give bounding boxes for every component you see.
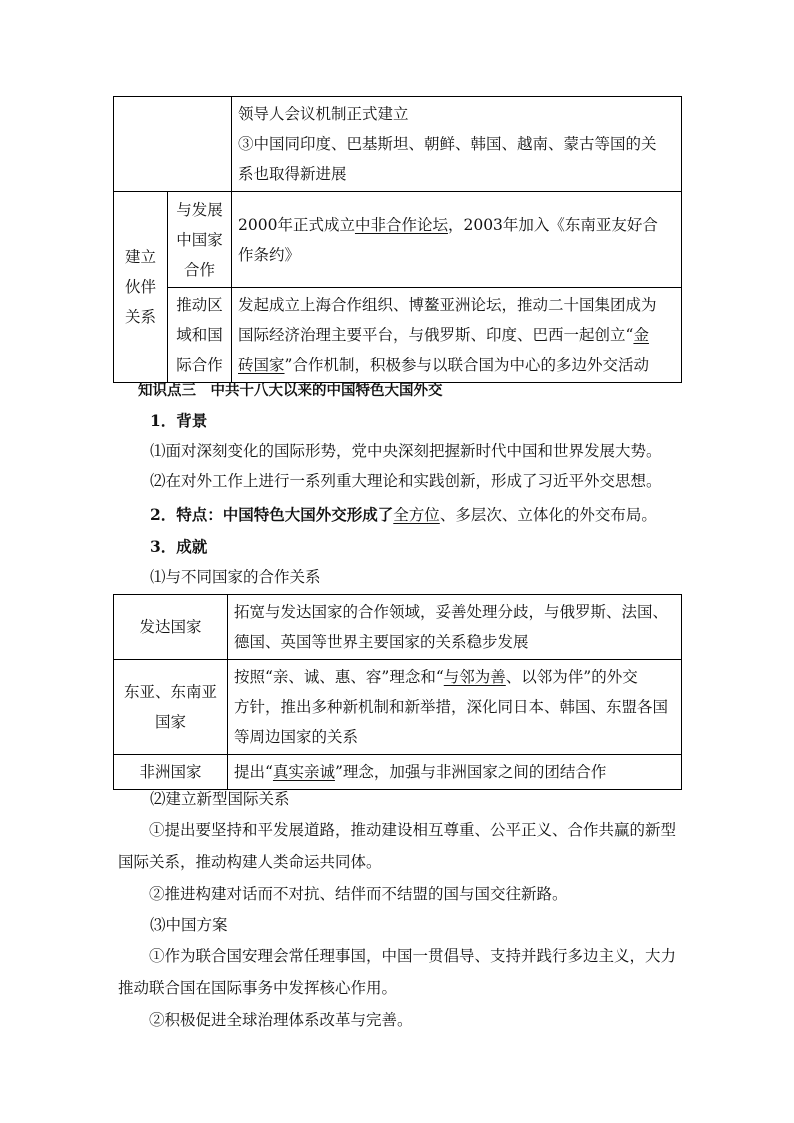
- cell-line: 方针，推出多种新机制和新举措，深化同日本、韩国、东盟各国: [234, 698, 669, 716]
- cell-line: 系也取得新进展: [238, 165, 347, 183]
- table-row: [114, 595, 682, 660]
- underlined-term: 金: [633, 326, 649, 344]
- country-label: [114, 660, 228, 755]
- sub-label-cell: [168, 192, 232, 288]
- cell-line: [238, 210, 675, 240]
- new-relations-item: ①提出要坚持和平发展道路，推动建设相互尊重、公平正义、合作共赢的新型国际关系，推动构建人类命运共同体。: [118, 821, 677, 871]
- country-label: 发达国家: [114, 595, 228, 660]
- group-label-line: 建立: [124, 248, 156, 266]
- background-item: ⑴面对深刻变化的国际形势，党中央深刻把握新时代中国和世界发展大势。: [150, 442, 662, 460]
- text-run: 2000年正式成立: [238, 215, 355, 234]
- cell-line: [238, 320, 675, 350]
- section-title: 知识点三 中共十八大以来的中国特色大国外交: [138, 382, 443, 399]
- country-label-line: 东亚、东南亚: [123, 683, 217, 701]
- text-run: 、多层次、立体化的外交布局。: [439, 506, 657, 524]
- table-row: [114, 192, 682, 288]
- text-run: 国际经济治理主要平台，与俄罗斯、印度、巴西一起创立“: [238, 326, 634, 344]
- text-run: 提出“: [234, 763, 273, 781]
- cooperation-table: [113, 594, 682, 790]
- cooperation-heading: ⑴与不同国家的合作关系: [150, 568, 321, 586]
- china-plan-heading: ⑶中国方案: [150, 916, 228, 934]
- table-cell: [228, 595, 682, 660]
- cell-line: 作条约》: [238, 245, 301, 264]
- text-run: 2．特点：中国特色大国外交形成了: [150, 505, 394, 524]
- table-row: [114, 97, 682, 192]
- sub-label-line: 与发展: [176, 200, 223, 219]
- background-heading: 1．背景: [150, 411, 208, 430]
- table-cell: [228, 660, 682, 755]
- cell-line: 等周边国家的关系: [234, 728, 359, 746]
- table-row: [114, 660, 682, 755]
- group-label-line: 伙伴: [124, 278, 156, 296]
- sub-label-cell: [168, 288, 232, 383]
- underlined-term: 中非合作论坛: [354, 215, 448, 234]
- sub-label-line: 际合作: [176, 356, 223, 374]
- table-row: [114, 288, 682, 383]
- sub-label-line: 中国家: [176, 230, 223, 249]
- cell-line: [234, 662, 675, 692]
- underlined-term: 砖国家: [238, 356, 285, 374]
- text-run: ”理念，加强与非洲国家之间的团结合作: [334, 763, 607, 781]
- sub-label-line: 合作: [183, 260, 215, 279]
- text-run: ”合作机制，积极参与以联合国为中心的多边外交活动: [284, 356, 649, 374]
- sub-label-line: 推动区: [176, 296, 223, 314]
- table-cell: [232, 97, 682, 192]
- sub-label-line: 域和国: [176, 326, 223, 344]
- underlined-term: 真实亲诚: [272, 763, 335, 781]
- group-label-cell: [114, 192, 168, 383]
- new-relations-item: ②推进构建对话而不对抗、结伴而不结盟的国与国交往新路。: [149, 885, 568, 903]
- table-cell: [232, 288, 682, 383]
- cell-line: ③中国同印度、巴基斯坦、朝鲜、韩国、越南、蒙古等国的关: [238, 135, 657, 153]
- text-run: 按照“亲、诚、惠、容”理念和“: [234, 668, 444, 686]
- cell-line: 发起成立上海合作组织、博鳌亚洲论坛，推动二十国集团成为: [238, 296, 657, 314]
- partnership-table: [113, 96, 682, 383]
- text-run: 、以邻为伴”的外交: [505, 668, 638, 686]
- cell-line: 领导人会议机制正式建立: [238, 105, 409, 123]
- achievements-heading: 3．成就: [150, 537, 208, 556]
- underlined-term: 与邻为善: [443, 668, 506, 686]
- cell-line: 德国、英国等世界主要国家的关系稳步发展: [234, 633, 529, 651]
- china-plan-item: ②积极促进全球治理体系改革与完善。: [149, 1011, 413, 1029]
- table-cell: [228, 755, 682, 790]
- text-run: ，2003年加入《东南亚友好合: [447, 215, 658, 234]
- group-label-line: 关系: [124, 308, 156, 326]
- background-item: ⑵在对外工作上进行一系列重大理论和实践创新，形成了习近平外交思想。: [150, 472, 662, 490]
- underlined-term: 全方位: [393, 506, 440, 524]
- table-cell: [232, 192, 682, 288]
- empty-cell: [114, 97, 232, 192]
- features-line: [150, 500, 657, 530]
- new-relations-heading: ⑵建立新型国际关系: [150, 790, 290, 808]
- country-label-line: 国家: [154, 713, 186, 731]
- cell-line: 拓宽与发达国家的合作领域，妥善处理分歧，与俄罗斯、法国、: [234, 603, 669, 621]
- china-plan-item: ①作为联合国安理会常任理事国，中国一贯倡导、支持并践行多边主义，大力推动联合国在国际事务中发挥核心作用。: [118, 947, 677, 997]
- country-label: 非洲国家: [114, 755, 228, 790]
